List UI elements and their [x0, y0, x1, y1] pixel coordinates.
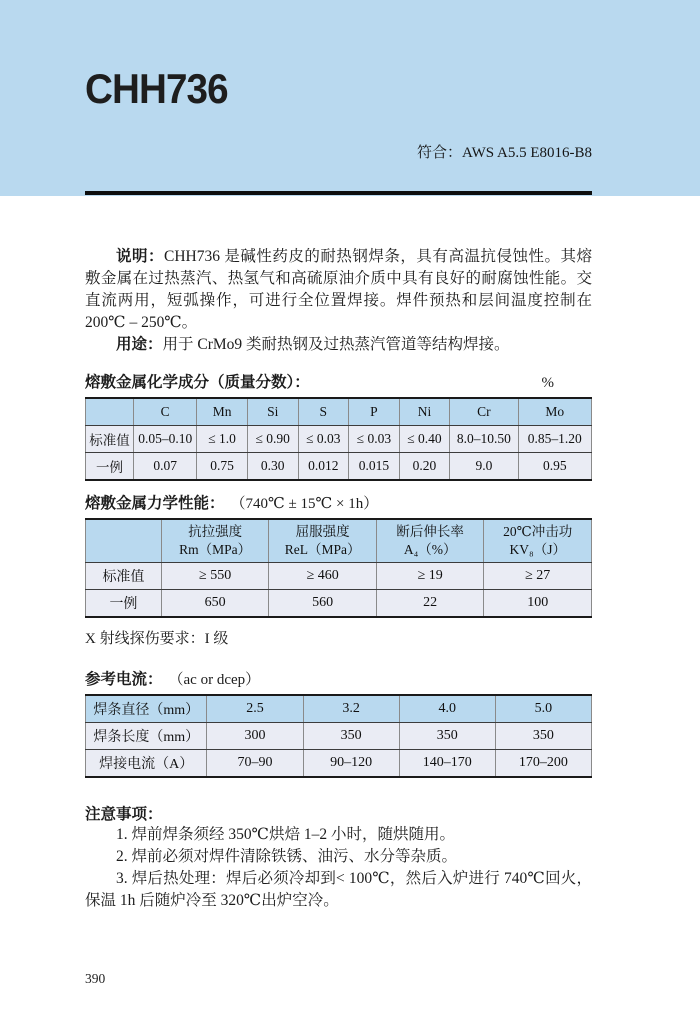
mech-corner-cell — [86, 519, 162, 563]
mech-value: ≥ 27 — [484, 563, 592, 590]
mech-value: 560 — [269, 590, 377, 618]
chem-value: 0.07 — [134, 453, 197, 481]
mech-col-header — [161, 519, 269, 563]
mech-section-title-row — [85, 494, 592, 514]
mech-col-header-line1: 断后伸长率 — [396, 524, 464, 539]
length-row — [86, 723, 592, 750]
mech-header-row — [86, 519, 592, 563]
chem-col-header: S — [298, 398, 349, 426]
current-value: 90–120 — [303, 750, 399, 778]
note-item-1: 1. 焊前焊条须经 350℃烘焙 1–2 小时，随烘随用。 — [116, 826, 455, 843]
mech-col-header-line2: Rm（MPa） — [179, 542, 252, 557]
length-value: 350 — [495, 723, 591, 750]
chem-col-header: P — [349, 398, 400, 426]
chem-col-header: C — [134, 398, 197, 426]
mech-col-header — [484, 519, 592, 563]
chem-value: ≤ 0.90 — [247, 426, 298, 453]
chem-value: 0.015 — [349, 453, 400, 481]
mech-value: 650 — [161, 590, 269, 618]
description-paragraph — [85, 246, 592, 334]
diameter-value: 3.2 — [303, 695, 399, 723]
description-text: CHH736 是碱性药皮的耐热钢焊条，具有高温抗侵蚀性。其熔敷金属在过热蒸汽、热氢气和高硫原油介质中具有良好的耐腐蚀性能。交直流两用，短弧操作，可进行全位置焊接。焊件预热和层间温度控制在 200℃ – 250℃。 — [85, 248, 592, 331]
chem-value: 0.012 — [298, 453, 349, 481]
chem-standard-row — [86, 426, 592, 453]
length-value: 350 — [399, 723, 495, 750]
chem-value: ≤ 0.03 — [298, 426, 349, 453]
page-header-band — [0, 0, 700, 196]
current-row — [86, 750, 592, 778]
mech-col-header-line1: 抗拉强度 — [188, 524, 243, 539]
chem-unit-label: % — [541, 375, 554, 391]
page-content — [85, 196, 592, 912]
chem-example-row — [86, 453, 592, 481]
chem-value: 9.0 — [450, 453, 518, 481]
mech-col-header — [269, 519, 377, 563]
usage-paragraph — [85, 334, 592, 356]
chem-value: 8.0–10.50 — [450, 426, 518, 453]
chem-value: 0.05–0.10 — [134, 426, 197, 453]
current-section-title: 参考电流： — [85, 671, 163, 688]
mech-condition: （740℃ ± 15℃ × 1h） — [230, 496, 379, 512]
chem-section-title: 熔敷金属化学成分（质量分数）： — [85, 374, 310, 391]
mech-example-row — [86, 590, 592, 618]
current-condition: （ac or dcep） — [168, 672, 261, 688]
mech-col-header-line2: ReL（MPa） — [284, 542, 361, 557]
chem-value: ≤ 1.0 — [197, 426, 248, 453]
mech-col-header-line2: A₄（%） — [403, 542, 457, 557]
mech-col-header-line1: 20℃冲击功 — [503, 524, 573, 539]
chem-value: ≤ 0.40 — [399, 426, 450, 453]
diameter-value: 4.0 — [399, 695, 495, 723]
note-item-2: 2. 焊前必须对焊件清除铁锈、油污、水分等杂质。 — [116, 848, 458, 865]
diameter-row — [86, 695, 592, 723]
notes-section-label: 注意事项： — [85, 806, 163, 823]
standard-compliance-text: 符合：AWS A5.5 E8016-B8 — [416, 145, 592, 161]
row-label: 焊接电流（A） — [86, 750, 207, 778]
page-number: 390 — [85, 971, 106, 986]
mech-standard-row — [86, 563, 592, 590]
diameter-value: 2.5 — [207, 695, 303, 723]
chem-value: 0.30 — [247, 453, 298, 481]
mech-col-header — [376, 519, 484, 563]
row-label: 一例 — [86, 453, 134, 481]
mech-col-header-line2: KV₈（J） — [509, 542, 566, 557]
chem-col-header: Ni — [399, 398, 450, 426]
description-label: 说明： — [116, 248, 165, 265]
length-value: 300 — [207, 723, 303, 750]
usage-label: 用途： — [116, 336, 163, 353]
usage-text: 用于 CrMo9 类耐热钢及过热蒸汽管道等结构焊接。 — [162, 336, 510, 353]
diameter-value: 5.0 — [495, 695, 591, 723]
row-label: 焊条长度（mm） — [86, 723, 207, 750]
mech-section-title: 熔敷金属力学性能： — [85, 495, 225, 512]
length-value: 350 — [303, 723, 399, 750]
row-label: 焊条直径（mm） — [86, 695, 207, 723]
note-item-3: 3. 焊后热处理：焊后必须冷却到< 100℃，然后入炉进行 740℃回火，保温 1h 后随炉冷至 320℃出炉空冷。 — [85, 870, 592, 909]
header-divider-rule — [85, 191, 592, 195]
chem-col-header: Cr — [450, 398, 518, 426]
xray-requirement-note: X 射线探伤要求：I 级 — [85, 631, 229, 647]
chem-col-header: Mn — [197, 398, 248, 426]
row-label: 标准值 — [86, 426, 134, 453]
mechanical-properties-table — [85, 518, 592, 618]
row-label: 一例 — [86, 590, 162, 618]
chem-value: 0.20 — [399, 453, 450, 481]
current-value: 70–90 — [207, 750, 303, 778]
chem-header-row — [86, 398, 592, 426]
mech-value: 22 — [376, 590, 484, 618]
mech-value: ≥ 550 — [161, 563, 269, 590]
row-label: 标准值 — [86, 563, 162, 590]
current-value: 140–170 — [399, 750, 495, 778]
mech-value: 100 — [484, 590, 592, 618]
current-section-title-row — [85, 670, 592, 690]
chem-value: 0.85–1.20 — [518, 426, 591, 453]
chem-col-header: Mo — [518, 398, 591, 426]
product-code-title: CHH736 — [85, 65, 228, 112]
chem-value: 0.95 — [518, 453, 591, 481]
chem-section-title-row — [85, 373, 592, 393]
chem-col-header: Si — [247, 398, 298, 426]
mech-value: ≥ 19 — [376, 563, 484, 590]
chemical-composition-table — [85, 397, 592, 481]
chem-value: 0.75 — [197, 453, 248, 481]
current-value: 170–200 — [495, 750, 591, 778]
mech-value: ≥ 460 — [269, 563, 377, 590]
chem-value: ≤ 0.03 — [349, 426, 400, 453]
reference-current-table — [85, 694, 592, 778]
mech-col-header-line1: 屈服强度 — [295, 524, 350, 539]
chem-corner-cell — [86, 398, 134, 426]
